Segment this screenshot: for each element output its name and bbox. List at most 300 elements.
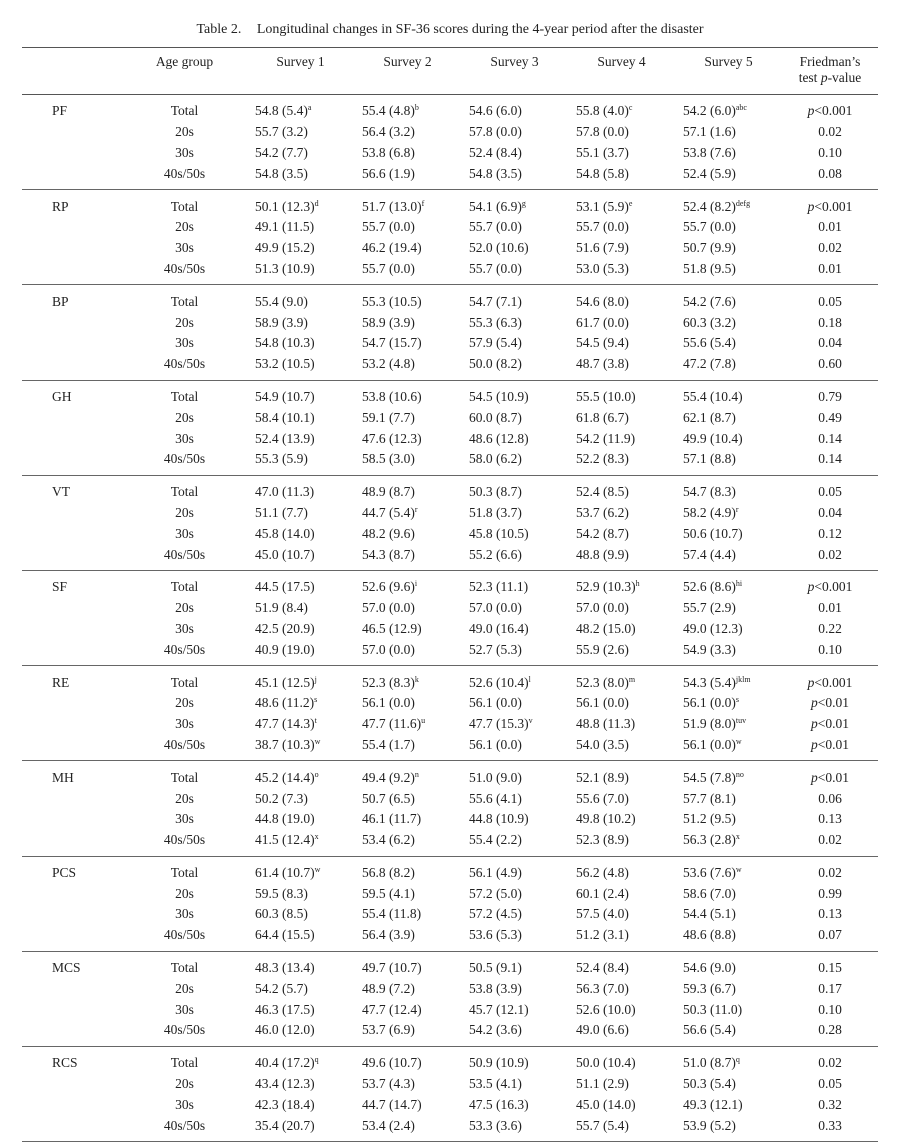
- survey-4-value: 60.1 (2.4): [576, 885, 629, 901]
- survey-2-value: 53.7 (4.3): [362, 1076, 415, 1092]
- age-group-cell: 30s: [175, 144, 194, 160]
- survey-3-value: 56.1 (0.0): [469, 695, 522, 711]
- header-survey-4: Survey 4: [597, 54, 646, 69]
- survey-1-value: 45.1 $(12.5)^j$: [255, 674, 317, 690]
- survey-3-value: 58.0 (6.2): [469, 451, 522, 467]
- survey-2-value: 55.4 (1.7): [362, 736, 415, 752]
- superscript-marker: w: [314, 736, 321, 746]
- scale-empty: [22, 639, 122, 665]
- friedman-p-value: 0.07: [818, 927, 842, 943]
- survey-2-value: 52.3 $(8.3)^k$: [362, 674, 419, 690]
- survey-3-value: 57.8 (0.0): [469, 124, 522, 140]
- survey-2-value: 51.7 $(13.0)^f$: [362, 198, 425, 214]
- scale-label: GH: [52, 388, 72, 404]
- survey-3-value: 55.7 (0.0): [469, 219, 522, 235]
- scale-empty: [22, 1020, 122, 1046]
- friedman-p-value: 0.05: [818, 1076, 842, 1092]
- survey-1-value: 61.4 $(10.7)^w$: [255, 864, 321, 880]
- survey-1-value: 42.3 (18.4): [255, 1096, 315, 1112]
- superscript-marker: o: [314, 769, 319, 779]
- survey-5-value: 55.7 (0.0): [683, 219, 736, 235]
- survey-1-value: 55.3 (5.9): [255, 451, 308, 467]
- survey-2-value: 53.4 (6.2): [362, 832, 415, 848]
- survey-2-value: 49.6 (10.7): [362, 1055, 422, 1071]
- scale-group-bp: [22, 285, 878, 380]
- superscript-marker: w: [735, 864, 742, 874]
- survey-5-value: 51.2 (9.5): [683, 811, 736, 827]
- survey-5-value: 57.1 (8.8): [683, 451, 736, 467]
- survey-2-value: 55.4 $(4.8)^b$: [362, 103, 419, 119]
- superscript-marker: c: [628, 103, 633, 113]
- age-group-cell: Total: [170, 388, 199, 404]
- survey-3-value: 50.5 (9.1): [469, 960, 522, 976]
- table-row: [22, 407, 878, 428]
- scale-empty: [22, 809, 122, 830]
- table-row: [22, 788, 878, 809]
- survey-2-value: 58.5 (3.0): [362, 451, 415, 467]
- survey-1-value: 59.5 (8.3): [255, 885, 308, 901]
- scale-empty: [22, 714, 122, 735]
- survey-1-value: 49.9 (15.2): [255, 240, 315, 256]
- scale-label: RCS: [52, 1055, 78, 1071]
- p-symbol: p: [820, 70, 828, 85]
- age-group-cell: 30s: [175, 335, 194, 351]
- age-group-cell: 30s: [175, 430, 194, 446]
- survey-5-value: 52.4 $(8.2)^{defg}$: [683, 198, 751, 214]
- scale-empty: [22, 523, 122, 544]
- table-row: [22, 428, 878, 449]
- survey-2-value: 53.2 (4.8): [362, 356, 415, 372]
- table-row: [22, 475, 878, 502]
- header-survey-3: Survey 3: [490, 54, 539, 69]
- scale-empty: [22, 735, 122, 761]
- table-row: [22, 143, 878, 164]
- survey-3-value: 47.5 (16.3): [469, 1096, 529, 1112]
- survey-3-value: 51.0 (9.0): [469, 769, 522, 785]
- age-group-cell: Total: [170, 103, 199, 119]
- age-group-cell: 20s: [175, 790, 194, 806]
- age-group-cell: 20s: [175, 219, 194, 235]
- scale-empty: [22, 693, 122, 714]
- friedman-p-value: 0.17: [818, 980, 842, 996]
- scale-empty: [22, 407, 122, 428]
- age-group-cell: 30s: [175, 525, 194, 541]
- table-row: [22, 1115, 878, 1141]
- survey-4-value: 48.2 (15.0): [576, 620, 636, 636]
- friedman-p-value: 0.60: [818, 356, 842, 372]
- survey-5-value: 50.7 (9.9): [683, 240, 736, 256]
- survey-4-value: 55.7 (5.4): [576, 1117, 629, 1133]
- table-row: [22, 925, 878, 951]
- survey-5-value: 54.9 (3.3): [683, 641, 736, 657]
- survey-5-value: 51.9 $(8.0)^{tuv}$: [683, 716, 747, 732]
- survey-2-value: 48.9 (7.2): [362, 980, 415, 996]
- survey-2-value: 44.7 (14.7): [362, 1096, 422, 1112]
- friedman-p-value: 0.04: [818, 504, 842, 520]
- survey-5-value: 52.6 $(8.6)^{hi}$: [683, 579, 743, 595]
- survey-5-value: 58.6 (7.0): [683, 885, 736, 901]
- superscript-marker: s: [314, 695, 318, 705]
- table-row: [22, 380, 878, 407]
- friedman-p-value: 0.28: [818, 1022, 842, 1038]
- survey-1-value: 51.3 (10.9): [255, 260, 315, 276]
- survey-4-value: 48.8 (9.9): [576, 546, 629, 562]
- survey-2-value: 59.5 (4.1): [362, 885, 415, 901]
- survey-4-value: 45.0 (14.0): [576, 1096, 636, 1112]
- superscript-marker: s: [735, 695, 739, 705]
- survey-1-value: 46.0 (12.0): [255, 1022, 315, 1038]
- friedman-p-value: 0.02: [818, 832, 842, 848]
- survey-2-value: 56.4 (3.2): [362, 124, 415, 140]
- survey-4-value: 52.1 (8.9): [576, 769, 629, 785]
- survey-5-value: 52.4 (5.9): [683, 165, 736, 181]
- survey-3-value: 45.8 (10.5): [469, 525, 529, 541]
- survey-4-value: 55.1 (3.7): [576, 144, 629, 160]
- header-row: [22, 48, 878, 95]
- table-row: [22, 904, 878, 925]
- superscript-marker: abc: [735, 103, 747, 113]
- scale-empty: [22, 788, 122, 809]
- survey-5-value: 60.3 (3.2): [683, 314, 736, 330]
- survey-3-value: 45.7 (12.1): [469, 1001, 529, 1017]
- age-group-cell: Total: [170, 484, 199, 500]
- survey-4-value: 54.6 (8.0): [576, 293, 629, 309]
- scale-empty: [22, 925, 122, 951]
- survey-1-value: 47.0 (11.3): [255, 484, 315, 500]
- survey-4-value: 52.4 (8.4): [576, 960, 629, 976]
- survey-1-value: 55.7 (3.2): [255, 124, 308, 140]
- friedman-p-value: p<0.001: [807, 198, 853, 214]
- survey-1-value: 50.2 (7.3): [255, 790, 308, 806]
- survey-1-value: 54.2 (7.7): [255, 144, 308, 160]
- survey-5-value: 47.2 (7.8): [683, 356, 736, 372]
- survey-3-value: 53.8 (3.9): [469, 980, 522, 996]
- survey-5-value: 55.7 (2.9): [683, 600, 736, 616]
- scale-group-mh: [22, 761, 878, 856]
- table-row: [22, 735, 878, 761]
- age-group-cell: 40s/50s: [163, 832, 206, 848]
- survey-3-value: 56.1 (0.0): [469, 736, 522, 752]
- friedman-p-value: 0.01: [818, 600, 842, 616]
- table-row: [22, 449, 878, 475]
- age-group-cell: 40s/50s: [163, 546, 206, 562]
- survey-4-value: 54.2 (11.9): [576, 430, 636, 446]
- age-group-cell: 40s/50s: [163, 1022, 206, 1038]
- survey-5-value: 50.3 (5.4): [683, 1076, 736, 1092]
- p-symbol: p: [811, 695, 818, 711]
- table-row: [22, 259, 878, 285]
- scale-empty: [22, 143, 122, 164]
- survey-5-value: 57.1 (1.6): [683, 124, 736, 140]
- superscript-marker: w: [314, 864, 321, 874]
- survey-3-value: 52.4 (8.4): [469, 144, 522, 160]
- survey-5-value: 51.8 (9.5): [683, 260, 736, 276]
- survey-1-value: 52.4 (13.9): [255, 430, 315, 446]
- scale-label: BP: [52, 293, 69, 309]
- superscript-marker: v: [528, 716, 533, 726]
- age-group-cell: 20s: [175, 695, 194, 711]
- scale-empty: [22, 1094, 122, 1115]
- survey-5-value: 56.1 $(0.0)^w$: [683, 736, 742, 752]
- scale-label: PF: [52, 103, 68, 119]
- survey-5-value: 57.4 (4.4): [683, 546, 736, 562]
- scale-empty: [22, 333, 122, 354]
- survey-4-value: 54.0 (3.5): [576, 736, 629, 752]
- survey-4-value: 61.8 (6.7): [576, 409, 629, 425]
- age-group-cell: 40s/50s: [163, 165, 206, 181]
- survey-3-value: 53.5 (4.1): [469, 1076, 522, 1092]
- survey-3-value: 49.0 (16.4): [469, 620, 529, 636]
- table-row: [22, 978, 878, 999]
- survey-1-value: 50.1 $(12.3)^d$: [255, 198, 319, 214]
- friedman-p-value: p<0.01: [811, 769, 849, 785]
- survey-4-value: 52.6 (10.0): [576, 1001, 636, 1017]
- table-row: [22, 598, 878, 619]
- survey-2-value: 56.6 (1.9): [362, 165, 415, 181]
- survey-1-value: 45.2 $(14.4)^o$: [255, 769, 319, 785]
- table-row: [22, 570, 878, 597]
- scale-label: RP: [52, 198, 69, 214]
- survey-5-value: 49.0 (12.3): [683, 620, 743, 636]
- friedman-p-value: 0.02: [818, 1055, 842, 1071]
- friedman-p-value: 0.10: [818, 641, 842, 657]
- friedman-p-value: 0.14: [818, 451, 842, 467]
- superscript-marker: d: [314, 198, 319, 208]
- friedman-p-value: 0.33: [818, 1117, 842, 1133]
- header-friedman-p: [782, 48, 878, 95]
- survey-3-value: 55.3 (6.3): [469, 314, 522, 330]
- survey-5-value: 59.3 (6.7): [683, 980, 736, 996]
- friedman-p-value: p<0.001: [807, 674, 853, 690]
- survey-2-value: 48.2 (9.6): [362, 525, 415, 541]
- survey-5-value: 56.6 (5.4): [683, 1022, 736, 1038]
- survey-1-value: 45.0 (10.7): [255, 546, 315, 562]
- survey-1-value: 49.1 (11.5): [255, 219, 315, 235]
- age-group-cell: 20s: [175, 124, 194, 140]
- superscript-marker: no: [735, 769, 744, 779]
- scale-empty: [22, 428, 122, 449]
- superscript-marker: r: [735, 504, 739, 514]
- age-group-cell: Total: [170, 960, 199, 976]
- scale-group-re: [22, 666, 878, 761]
- friedman-p-value: 0.05: [818, 484, 842, 500]
- survey-1-value: 54.8 $(5.4)^a$: [255, 103, 312, 119]
- survey-1-value: 44.8 (19.0): [255, 811, 315, 827]
- survey-1-value: 64.4 (15.5): [255, 927, 315, 943]
- survey-1-value: 41.5 $(12.4)^x$: [255, 832, 319, 848]
- survey-3-value: 56.1 (4.9): [469, 864, 522, 880]
- age-group-cell: 30s: [175, 1096, 194, 1112]
- table-row: [22, 639, 878, 665]
- survey-2-value: 54.7 (15.7): [362, 335, 422, 351]
- friedman-p-value: p<0.001: [807, 103, 853, 119]
- survey-4-value: 56.2 (4.8): [576, 864, 629, 880]
- table-row: [22, 809, 878, 830]
- survey-1-value: 58.4 (10.1): [255, 409, 315, 425]
- age-group-cell: Total: [170, 769, 199, 785]
- scale-empty: [22, 163, 122, 189]
- survey-2-value: 57.0 (0.0): [362, 600, 415, 616]
- age-group-cell: 20s: [175, 980, 194, 996]
- scale-empty: [22, 544, 122, 570]
- survey-5-value: 54.2 (7.6): [683, 293, 736, 309]
- age-group-cell: 30s: [175, 240, 194, 256]
- table-row: [22, 1094, 878, 1115]
- age-group-cell: 30s: [175, 716, 194, 732]
- table-row: [22, 619, 878, 640]
- survey-1-value: 46.3 (17.5): [255, 1001, 315, 1017]
- survey-2-value: 56.1 (0.0): [362, 695, 415, 711]
- table-row: [22, 333, 878, 354]
- friedman-p-value: 0.06: [818, 790, 842, 806]
- survey-3-value: 55.6 (4.1): [469, 790, 522, 806]
- superscript-marker: defg: [735, 198, 751, 208]
- superscript-marker: g: [521, 198, 526, 208]
- superscript-marker: a: [307, 103, 312, 113]
- survey-5-value: 54.5 $(7.8)^{no}$: [683, 769, 744, 785]
- survey-2-value: 54.3 (8.7): [362, 546, 415, 562]
- friedman-p-value: 0.08: [818, 165, 842, 181]
- survey-1-value: 58.9 (3.9): [255, 314, 308, 330]
- survey-3-value: 55.2 (6.6): [469, 546, 522, 562]
- survey-2-value: 49.7 (10.7): [362, 960, 422, 976]
- survey-1-value: 40.9 (19.0): [255, 641, 315, 657]
- table-row: [22, 883, 878, 904]
- table-row: [22, 999, 878, 1020]
- superscript-marker: m: [628, 674, 636, 684]
- survey-4-value: 55.9 (2.6): [576, 641, 629, 657]
- age-group-cell: 30s: [175, 1001, 194, 1017]
- survey-4-value: 52.4 (8.5): [576, 484, 629, 500]
- friedman-p-value: 0.13: [818, 811, 842, 827]
- scale-empty: [22, 449, 122, 475]
- scale-empty: [22, 122, 122, 143]
- survey-3-value: 55.7 (0.0): [469, 260, 522, 276]
- scale-group-rp: [22, 190, 878, 285]
- survey-4-value: 51.1 (2.9): [576, 1076, 629, 1092]
- age-group-cell: 20s: [175, 504, 194, 520]
- superscript-marker: j: [314, 674, 317, 684]
- survey-4-value: 53.7 (6.2): [576, 504, 629, 520]
- survey-4-value: 48.8 (11.3): [576, 716, 636, 732]
- friedman-p-value: p<0.001: [807, 579, 853, 595]
- table-row: [22, 761, 878, 788]
- survey-3-value: 52.7 (5.3): [469, 641, 522, 657]
- survey-5-value: 50.6 (10.7): [683, 525, 743, 541]
- table-row: [22, 163, 878, 189]
- friedman-p-value: 0.02: [818, 864, 842, 880]
- survey-5-value: 56.1 $(0.0)^s$: [683, 695, 739, 711]
- survey-5-value: 54.3 $(5.4)^{jklm}$: [683, 674, 751, 690]
- survey-1-value: 54.2 (5.7): [255, 980, 308, 996]
- survey-5-value: 57.7 (8.1): [683, 790, 736, 806]
- survey-1-value: 55.4 (9.0): [255, 293, 308, 309]
- survey-3-value: 52.0 (10.6): [469, 240, 529, 256]
- header-friedman-text: Friedman’s test p-value: [798, 54, 862, 85]
- friedman-p-value: 0.18: [818, 314, 842, 330]
- survey-4-value: 54.5 (9.4): [576, 335, 629, 351]
- survey-1-value: 43.4 (12.3): [255, 1076, 315, 1092]
- survey-1-value: 40.4 $(17.2)^q$: [255, 1055, 319, 1071]
- age-group-cell: 40s/50s: [163, 451, 206, 467]
- survey-1-value: 51.9 (8.4): [255, 600, 308, 616]
- survey-5-value: 51.0 $(8.7)^q$: [683, 1055, 740, 1071]
- friedman-p-value: 0.10: [818, 144, 842, 160]
- superscript-marker: b: [414, 103, 419, 113]
- superscript-marker: w: [735, 736, 742, 746]
- scale-empty: [22, 830, 122, 856]
- survey-3-value: 50.3 (8.7): [469, 484, 522, 500]
- survey-1-value: 38.7 $(10.3)^w$: [255, 736, 321, 752]
- friedman-p-value: 0.49: [818, 409, 842, 425]
- survey-4-value: 50.0 (10.4): [576, 1055, 636, 1071]
- p-symbol: p: [811, 736, 818, 752]
- survey-1-value: 47.7 $(14.3)^t$: [255, 716, 317, 732]
- table-row: [22, 830, 878, 856]
- table-row: [22, 1020, 878, 1046]
- survey-2-value: 55.4 (11.8): [362, 906, 422, 922]
- survey-3-value: 51.8 (3.7): [469, 504, 522, 520]
- survey-3-value: 60.0 (8.7): [469, 409, 522, 425]
- table-row: [22, 856, 878, 883]
- p-symbol: p: [807, 674, 815, 690]
- header-scale: [22, 48, 122, 95]
- table-row: [22, 714, 878, 735]
- survey-3-value: 54.2 (3.6): [469, 1022, 522, 1038]
- survey-1-value: 51.1 (7.7): [255, 504, 308, 520]
- survey-2-value: 49.4 $(9.2)^n$: [362, 769, 419, 785]
- friedman-p-value: 0.99: [818, 885, 842, 901]
- survey-3-value: 50.0 (8.2): [469, 356, 522, 372]
- survey-4-value: 53.0 (5.3): [576, 260, 629, 276]
- scale-empty: [22, 598, 122, 619]
- survey-3-value: 57.0 (0.0): [469, 600, 522, 616]
- survey-4-value: 57.8 (0.0): [576, 124, 629, 140]
- survey-1-value: 54.8 (10.3): [255, 335, 315, 351]
- survey-3-value: 54.8 (3.5): [469, 165, 522, 181]
- superscript-marker: n: [414, 769, 419, 779]
- friedman-p-value: 0.13: [818, 906, 842, 922]
- superscript-marker: tuv: [735, 716, 747, 726]
- header-age-group: Age group: [155, 54, 214, 69]
- survey-3-value: 55.4 (2.2): [469, 832, 522, 848]
- table-row: [22, 285, 878, 312]
- superscript-marker: hi: [735, 579, 743, 589]
- survey-3-value: 54.5 (10.9): [469, 388, 529, 404]
- friedman-p-value: 0.01: [818, 260, 842, 276]
- survey-4-value: 53.1 $(5.9)^e$: [576, 198, 633, 214]
- survey-3-value: 53.6 (5.3): [469, 927, 522, 943]
- age-group-cell: 40s/50s: [163, 260, 206, 276]
- scale-label: MH: [52, 769, 74, 785]
- friedman-p-value: p<0.01: [811, 695, 849, 711]
- survey-5-value: 56.3 $(2.8)^x$: [683, 832, 740, 848]
- survey-1-value: 48.3 (13.4): [255, 960, 315, 976]
- friedman-p-value: 0.15: [818, 960, 842, 976]
- survey-1-value: 60.3 (8.5): [255, 906, 308, 922]
- survey-3-value: 54.6 (6.0): [469, 103, 522, 119]
- survey-5-value: 48.6 (8.8): [683, 927, 736, 943]
- friedman-p-value: 0.10: [818, 1001, 842, 1017]
- scale-group-gh: [22, 380, 878, 475]
- sf36-table: [22, 47, 878, 1142]
- scale-empty: [22, 1074, 122, 1095]
- table-row: [22, 217, 878, 238]
- survey-2-value: 53.8 (10.6): [362, 388, 422, 404]
- survey-1-value: 35.4 (20.7): [255, 1117, 315, 1133]
- survey-4-value: 48.7 (3.8): [576, 356, 629, 372]
- survey-4-value: 51.6 (7.9): [576, 240, 629, 256]
